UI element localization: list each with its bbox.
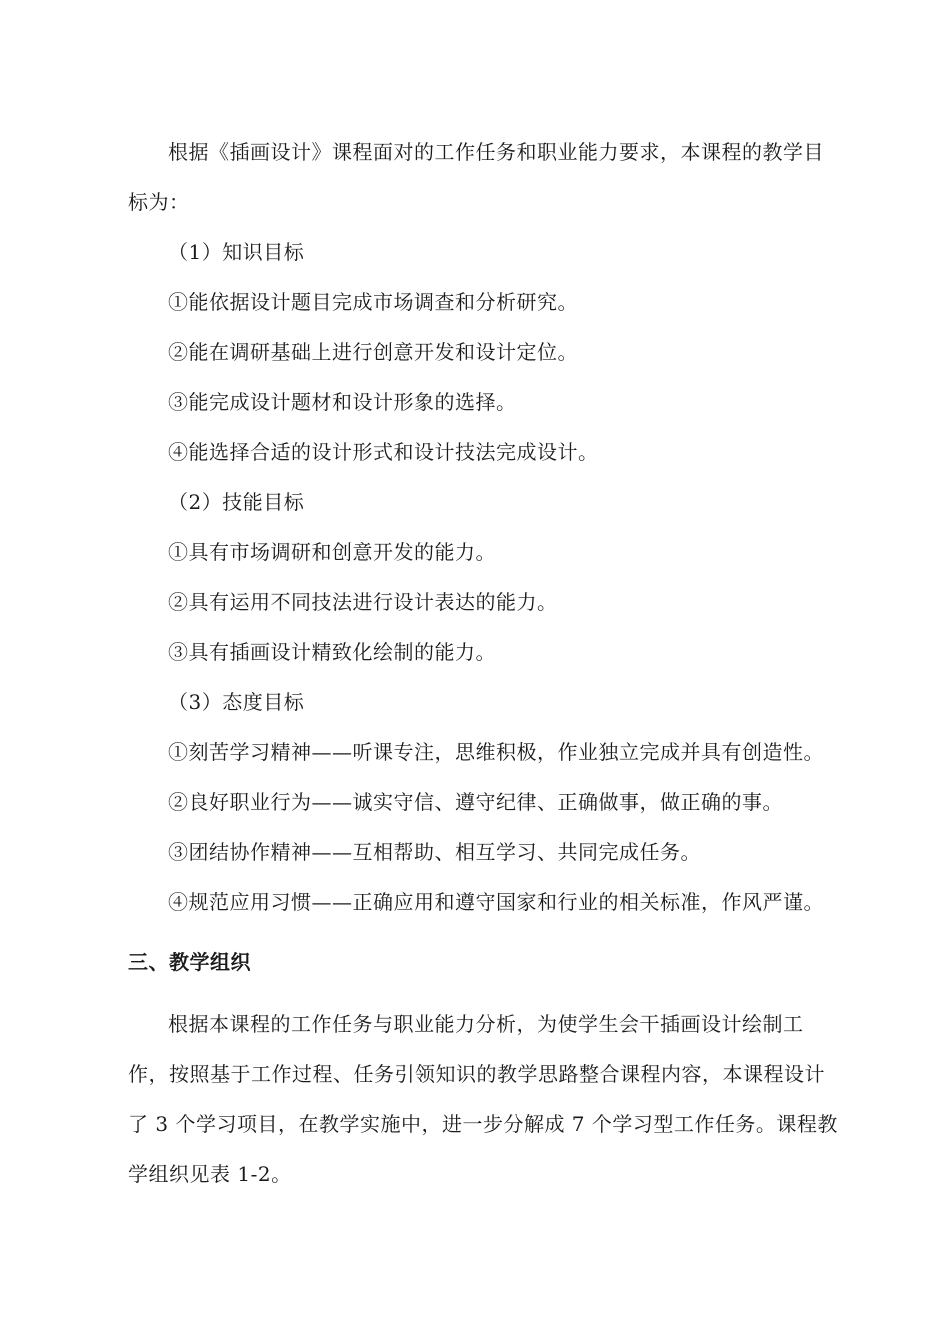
intro-paragraph-line-1: 根据《插画设计》课程面对的工作任务和职业能力要求，本课程的教学目 [168, 140, 824, 164]
skill-goals-title: （2）技能目标 [168, 490, 305, 514]
section-heading: 三、教学组织 [128, 950, 251, 974]
section-paragraph-line: 根据本课程的工作任务与职业能力分析，为使学生会干插画设计绘制工 [168, 1012, 804, 1036]
section-paragraph-line: 学组织见表 1-2。 [128, 1162, 292, 1186]
attitude-goals-title: （3）态度目标 [168, 690, 305, 714]
attitude-goal-item: ③团结协作精神——互相帮助、相互学习、共同完成任务。 [168, 840, 701, 864]
attitude-goal-item: ④规范应用习惯——正确应用和遵守国家和行业的相关标准，作风严谨。 [168, 890, 824, 914]
section-paragraph-line: 作，按照基于工作过程、任务引领知识的教学思路整合课程内容，本课程设计 [128, 1062, 825, 1086]
knowledge-goal-item: ②能在调研基础上进行创意开发和设计定位。 [168, 340, 578, 364]
attitude-goal-item: ①刻苦学习精神——听课专注，思维积极，作业独立完成并具有创造性。 [168, 740, 824, 764]
skill-goal-item: ①具有市场调研和创意开发的能力。 [168, 540, 496, 564]
intro-paragraph-line-2: 标为： [128, 190, 190, 214]
section-paragraph-line: 了 3 个学习项目，在教学实施中，进一步分解成 7 个学习型工作任务。课程教 [128, 1112, 838, 1136]
knowledge-goals-title: （1）知识目标 [168, 240, 305, 264]
attitude-goal-item: ②良好职业行为——诚实守信、遵守纪律、正确做事，做正确的事。 [168, 790, 783, 814]
knowledge-goal-item: ③能完成设计题材和设计形象的选择。 [168, 390, 517, 414]
skill-goal-item: ②具有运用不同技法进行设计表达的能力。 [168, 590, 558, 614]
knowledge-goal-item: ④能选择合适的设计形式和设计技法完成设计。 [168, 440, 599, 464]
skill-goal-item: ③具有插画设计精致化绘制的能力。 [168, 640, 496, 664]
knowledge-goal-item: ①能依据设计题目完成市场调查和分析研究。 [168, 290, 578, 314]
